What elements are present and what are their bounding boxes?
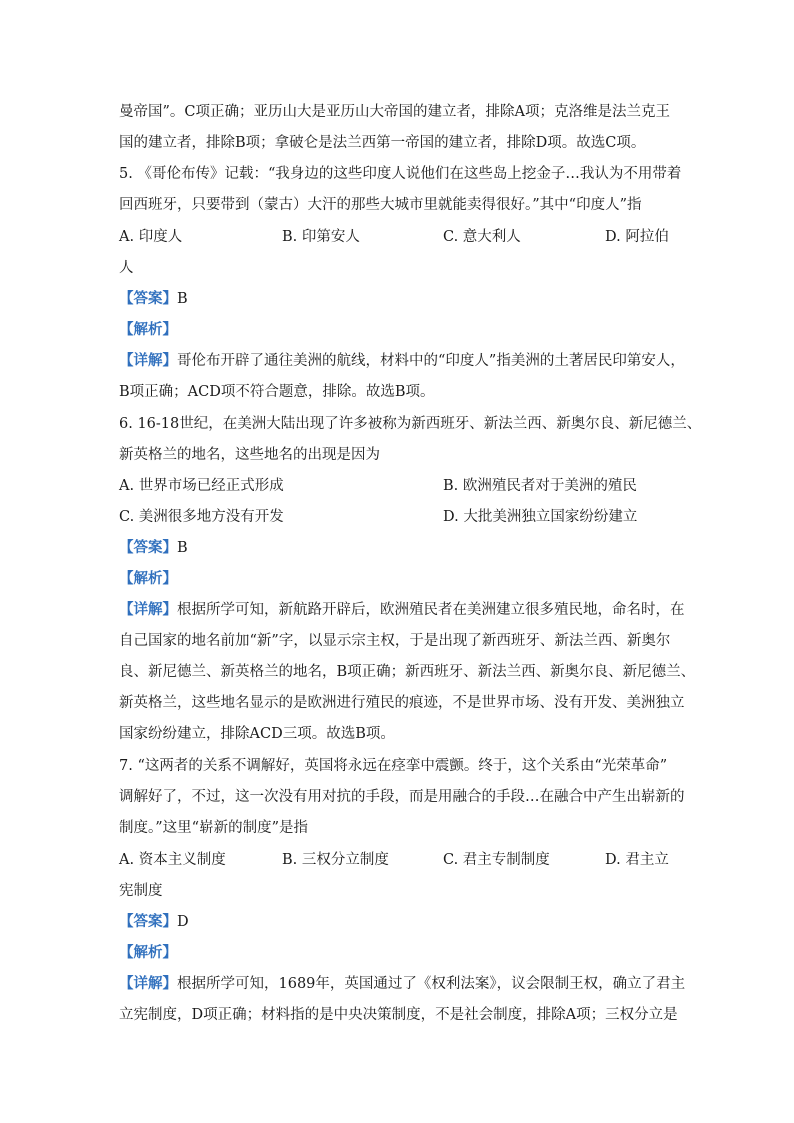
q5-answer-row (119, 289, 188, 309)
q5-detail-line-1 (119, 351, 685, 371)
q7-option-a: A. 资本主义制度 (119, 852, 226, 868)
detail-tag: 【详解】 (119, 975, 177, 992)
detail-tag: 【详解】 (119, 352, 177, 369)
q5-option-c: C. 意大利人 (443, 229, 521, 245)
q7-detail-line-2: 立宪制度，D项正确；材料指的是中央决策制度，不是社会制度，排除A项；三权分立是 (119, 1007, 678, 1023)
q7-option-b: B. 三权分立制度 (282, 852, 389, 868)
q7-option-d: D. 君主立 (605, 852, 669, 868)
q7-answer-row (119, 912, 189, 932)
q5-stem-line-1: 5. 《哥伦布传》记载：“我身边的这些印度人说他们在这些岛上挖金子…我认为不用带着 (119, 166, 682, 182)
q5-option-d: D. 阿拉伯 (605, 229, 669, 245)
answer-tag: 【答案】 (119, 539, 177, 556)
q7-stem-line-2: 调解好了，不过，这一次没有用对抗的手段，而是用融合的手段…在融合中产生出崭新的 (119, 789, 685, 805)
detail-tag: 【详解】 (119, 601, 177, 618)
intro-line-2: 国的建立者，排除B项；拿破仑是法兰西第一帝国的建立者，排除D项。故选C项。 (119, 135, 646, 151)
q6-option-b: B. 欧洲殖民者对于美洲的殖民 (443, 478, 637, 494)
answer-tag: 【答案】 (119, 913, 177, 930)
q5-answer-value: B (177, 291, 188, 307)
answer-tag: 【答案】 (119, 290, 177, 307)
q6-detail-line-4: 新英格兰，这些地名显示的是欧洲进行殖民的痕迹，不是世界市场、没有开发、美洲独立 (119, 695, 685, 711)
q6-detail-line-3: 良、新尼德兰、新英格兰的地名，B项正确；新西班牙、新法兰西、新奥尔良、新尼德兰、 (119, 664, 696, 680)
q6-detail-line-1 (119, 600, 685, 620)
q6-detail-line-5: 国家纷纷建立，排除ACD三项。故选B项。 (119, 726, 395, 742)
q7-stem-line-1: 7. “这两者的关系不调解好，英国将永远在痉挛中震颤。终于，这个关系由“光荣革命” (119, 758, 668, 774)
q5-option-b: B. 印第安人 (282, 229, 360, 245)
q5-option-a: A. 印度人 (119, 229, 183, 245)
intro-line-1: 曼帝国”。C项正确；亚历山大是亚历山大帝国的建立者，排除A项；克洛维是法兰克王 (119, 104, 670, 120)
q6-detail-text-1: 根据所学可知，新航路开辟后，欧洲殖民者在美洲建立很多殖民地，命名时，在 (177, 602, 685, 618)
q6-analysis-row (119, 569, 177, 589)
q7-stem-line-3: 制度。”这里“崭新的制度”是指 (119, 820, 308, 836)
q5-analysis-row (119, 320, 177, 340)
q7-detail-text-1: 根据所学可知，1689年，英国通过了《权利法案》，议会限制王权，确立了君主 (177, 976, 686, 992)
q5-stem-line-2: 回西班牙，只要带到（蒙古）大汗的那些大城市里就能卖得很好。”其中“印度人”指 (119, 197, 642, 213)
q6-option-a: A. 世界市场已经正式形成 (119, 478, 284, 494)
analysis-tag: 【解析】 (119, 944, 177, 961)
q5-option-wrap: 人 (119, 260, 134, 276)
q6-stem-line-1: 6. 16-18世纪，在美洲大陆出现了许多被称为新西班牙、新法兰西、新奥尔良、新尼德兰、 (119, 416, 702, 432)
q6-answer-value: B (177, 540, 188, 556)
q7-answer-value: D (177, 914, 189, 930)
q6-option-d: D. 大批美洲独立国家纷纷建立 (443, 509, 638, 525)
analysis-tag: 【解析】 (119, 321, 177, 338)
q7-detail-line-1 (119, 974, 685, 994)
q5-detail-line-2: B项正确；ACD项不符合题意，排除。故选B项。 (119, 384, 435, 400)
q6-stem-line-2: 新英格兰的地名，这些地名的出现是因为 (119, 447, 380, 463)
q7-option-c: C. 君主专制制度 (443, 852, 550, 868)
q6-answer-row (119, 538, 188, 558)
q6-option-c: C. 美洲很多地方没有开发 (119, 509, 284, 525)
q7-analysis-row (119, 943, 177, 963)
q5-detail-text-1: 哥伦布开辟了通往美洲的航线，材料中的“印度人”指美洲的土著居民印第安人， (177, 353, 685, 369)
q6-detail-line-2: 自己国家的地名前加“新”字，以显示宗主权，于是出现了新西班牙、新法兰西、新奥尔 (119, 633, 671, 649)
q7-option-wrap: 宪制度 (119, 883, 163, 899)
analysis-tag: 【解析】 (119, 570, 177, 587)
